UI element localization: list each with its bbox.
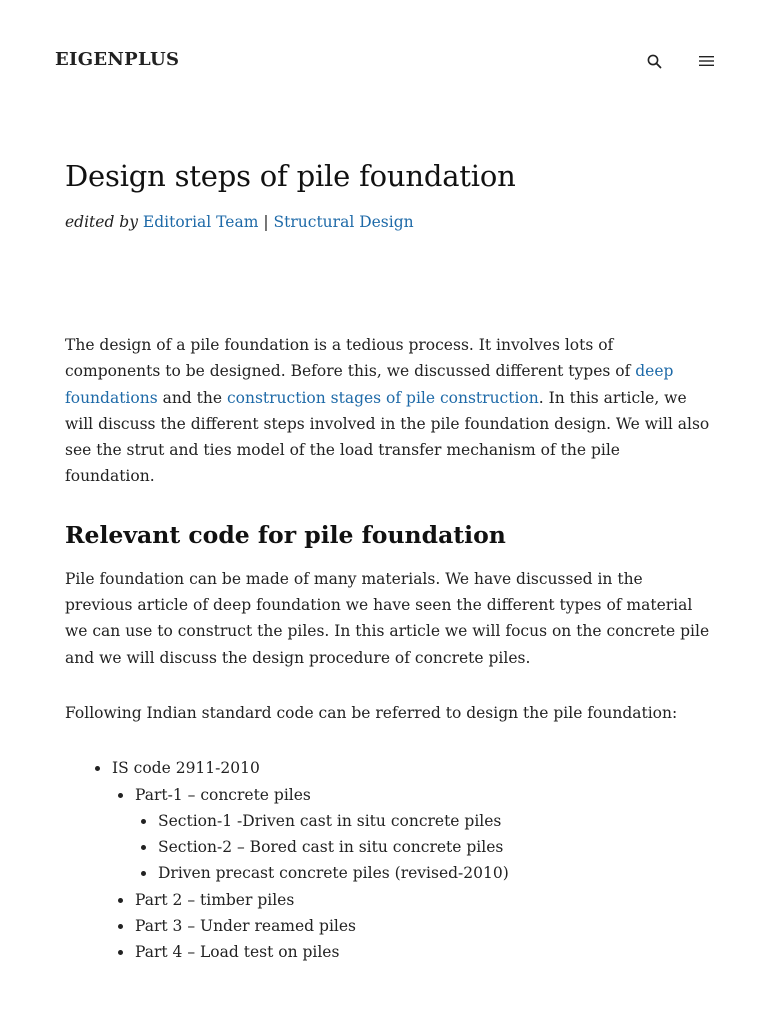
page-title: Design steps of pile foundation <box>65 159 516 193</box>
list-item <box>135 782 710 887</box>
code-list <box>65 755 710 965</box>
list-item <box>158 834 710 860</box>
bullet-icon <box>118 793 123 798</box>
bullet-icon <box>141 819 146 824</box>
body-paragraph-1: Pile foundation can be made of many materials. We have discussed in the previous article of deep foundation we have seen the different types of material we can use to construct the piles. In this article we will focus on the concrete pile and we will discuss the design procedure of concrete piles. <box>65 569 710 667</box>
list-item-text: Part-1 – concrete piles <box>135 785 311 804</box>
construction-stages-link[interactable]: construction stages of pile construction <box>226 388 539 407</box>
bullet-icon <box>118 924 123 929</box>
hamburger-menu-icon <box>699 55 714 67</box>
bullet-icon <box>141 845 146 850</box>
byline <box>65 211 710 233</box>
intro-text-3: . In this article, we will discuss the different steps involved in the pile foundation design. We will also see the strut and ties model of the load transfer mechanism of the pile foundation. <box>65 388 710 486</box>
deep-foundations-link[interactable]: deep foundations <box>65 362 674 407</box>
intro-text-1: The design of a pile foundation is a tedious process. It involves lots of components to be designed. Before this, we discussed different types of <box>65 336 636 381</box>
category-link[interactable]: Structural Design <box>273 213 414 231</box>
list-item-text: IS code 2911-2010 <box>112 759 260 778</box>
sub-sub-list <box>135 808 710 887</box>
bullet-icon <box>141 871 146 876</box>
intro-paragraph <box>65 332 710 490</box>
bullet-icon <box>118 898 123 903</box>
list-item-text: Section-2 – Bored cast in situ concrete piles <box>158 838 504 857</box>
list-item <box>158 860 710 886</box>
intro-text-2: and the <box>157 388 227 407</box>
author-link[interactable]: Editorial Team <box>142 213 259 231</box>
list-item <box>135 939 710 965</box>
list-item <box>112 755 710 965</box>
list-item-text: Section-1 -Driven cast in situ concrete piles <box>158 811 502 830</box>
section-heading: Relevant code for pile foundation <box>65 520 506 549</box>
search-icon <box>647 54 662 69</box>
sub-list <box>112 782 710 966</box>
list-item-text: Part 3 – Under reamed piles <box>135 917 356 936</box>
site-header <box>0 0 768 122</box>
byline-edited-by: edited by <box>65 213 138 231</box>
list-item <box>158 808 710 834</box>
bullet-icon <box>118 950 123 955</box>
search-button[interactable] <box>643 50 665 72</box>
list-item-text: Part 2 – timber piles <box>135 890 295 909</box>
byline-separator: | <box>263 213 269 231</box>
list-item <box>135 887 710 913</box>
bullet-icon <box>95 766 100 771</box>
site-title-link[interactable]: EIGENPLUS <box>55 49 180 70</box>
body-paragraph-2: Following Indian standard code can be referred to design the pile foundation: <box>65 703 678 722</box>
menu-button[interactable] <box>695 50 717 72</box>
list-item-text: Driven precast concrete piles (revised-2010) <box>158 864 509 883</box>
list-item-text: Part 4 – Load test on piles <box>135 943 340 962</box>
list-item <box>135 913 710 939</box>
article-content <box>65 155 710 966</box>
